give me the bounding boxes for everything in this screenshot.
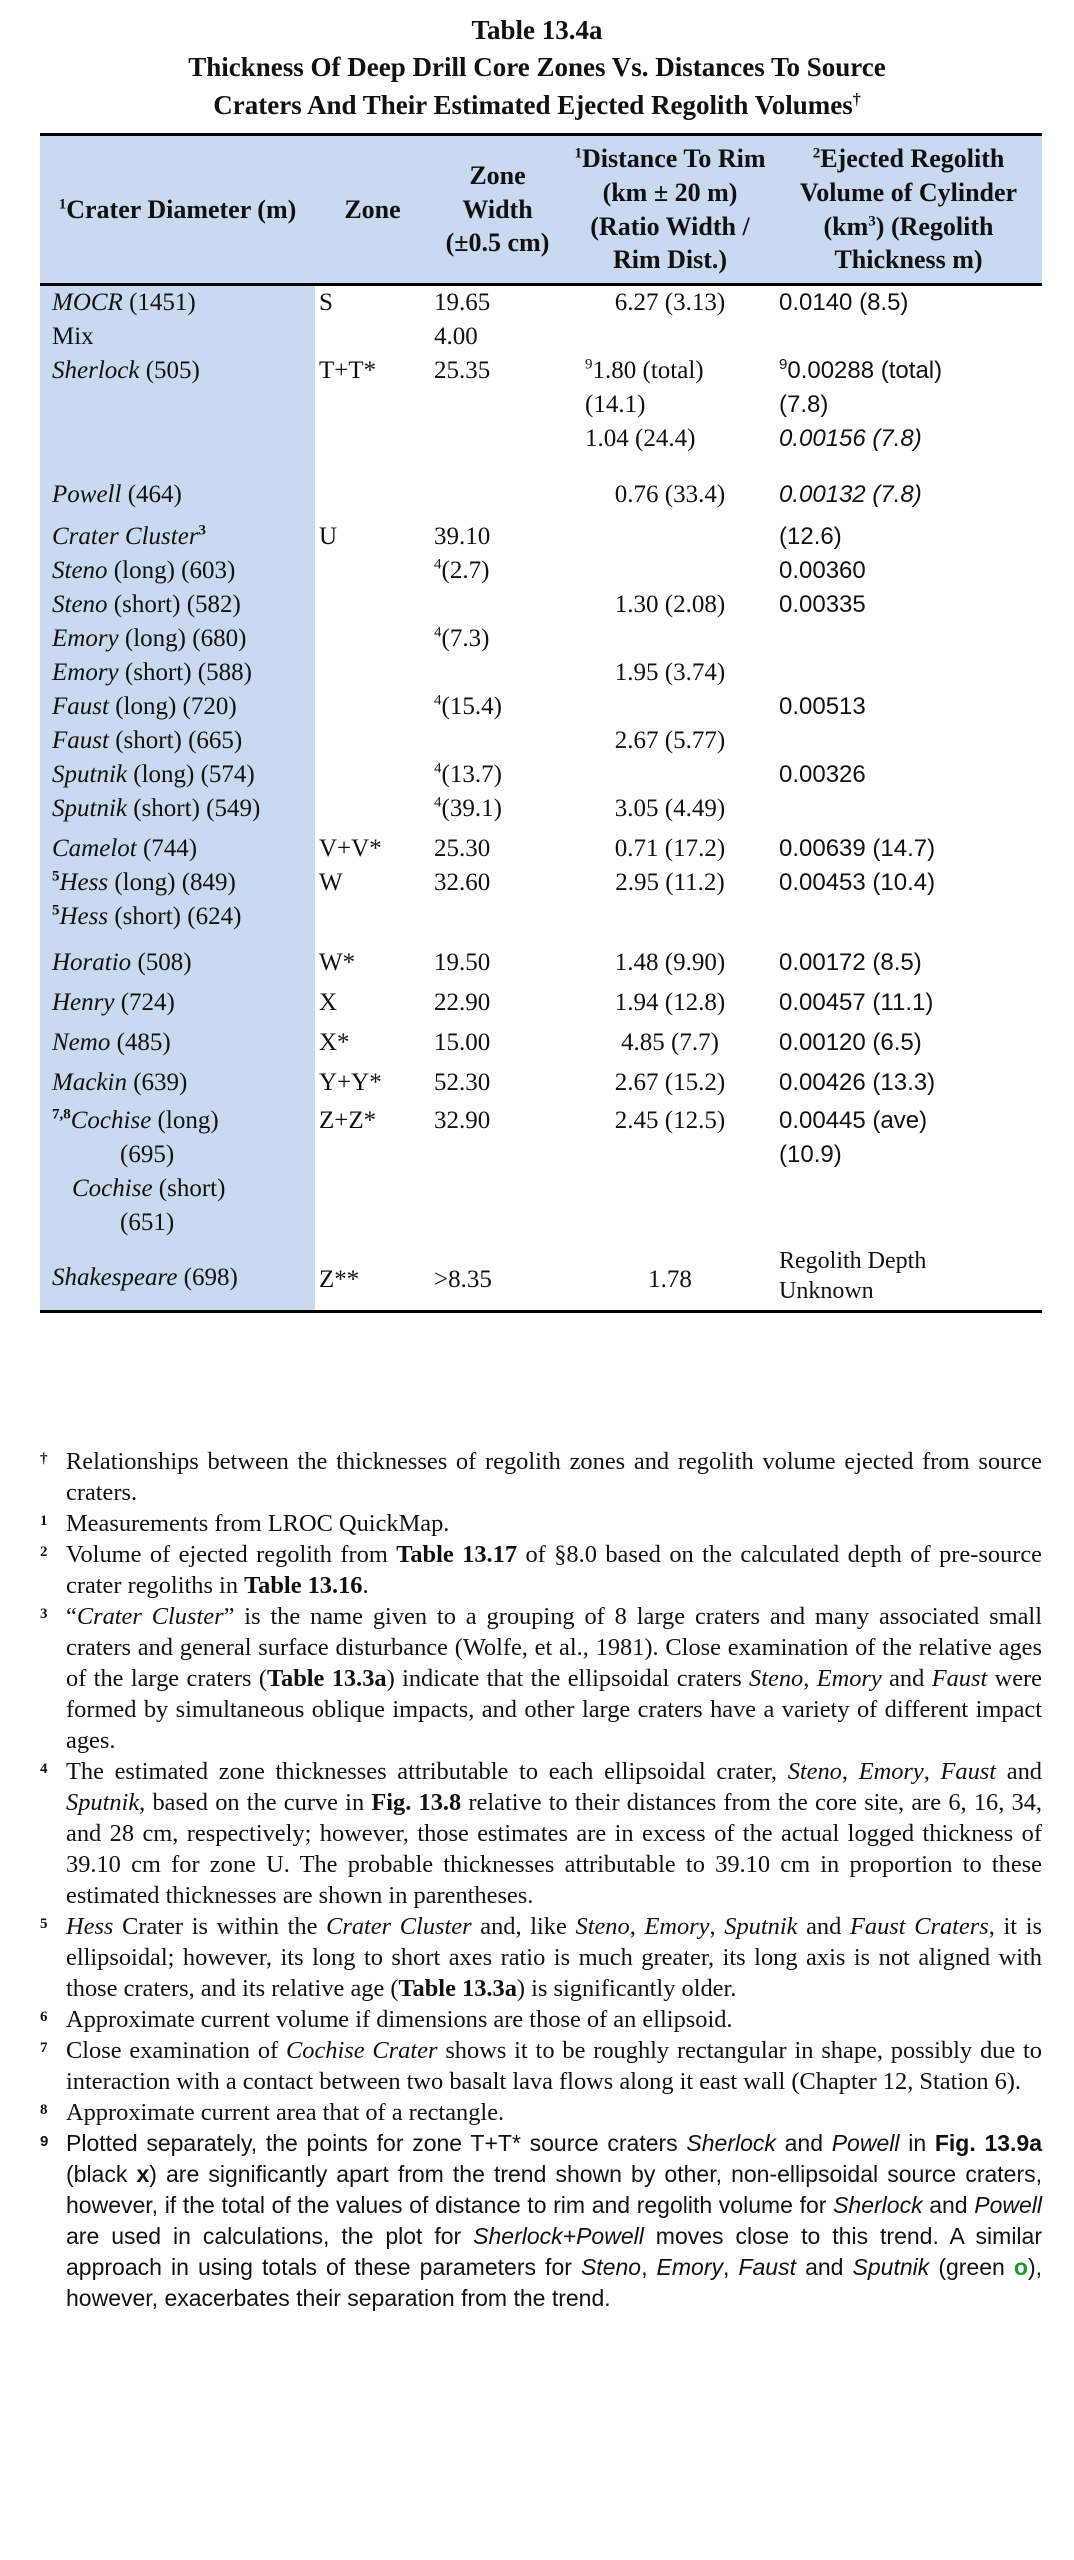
footnote-dagger: † Relationships between the thicknesses of regolith zones and regolith volume ejected from source craters. <box>40 1448 1042 1506</box>
table-row: Powell (464) 0.76 (33.4) 0.00132 (7.8) <box>40 456 1042 512</box>
table-row: Sputnik (short) (549) $^4$(39.1) 3.05 (4.49) <box>40 792 1042 826</box>
header-crater: $^1$Crater Diameter (m) <box>40 135 315 285</box>
table-row: Crater Cluster$^3$ U 39.10 (12.6) <box>40 512 1042 554</box>
table-row: Sherlock (505) T+T* 25.35 $^9$1.80 (total) (14.1) 1.04 (24.4) $^9$0.00288 (total) (7.8) 0.00156 (7.8) <box>40 354 1042 456</box>
header-width: Zone Width (±0.5 cm) <box>430 135 565 285</box>
table-row: Camelot (744) V+V* 25.30 0.71 (17.2) 0.00639 (14.7) <box>40 826 1042 866</box>
footnote-6: 6 Approximate current volume if dimensions are those of an ellipsoid. <box>40 2006 733 2033</box>
table-row: $^{7,8}$Cochise (long) (695) Cochise (short) (651) Z+Z* 32.90 2.45 (12.5) 0.00445 (ave) (10.9) <box>40 1100 1042 1240</box>
footnote-3: 3 “Crater Cluster” is the name given to a grouping of 8 large craters and many associated small craters and general surface disturbance (Wolfe, et al., 1981). Close examination of the relative ages of the large craters (Table 13.3a) indicate that the ellipsoidal craters Steno, Emory and Faust were formed by simultaneous oblique impacts, and other large craters have a variety of different impact ages. <box>40 1603 1042 1754</box>
table-row: Faust (long) (720) $^4$(15.4) 0.00513 <box>40 690 1042 724</box>
table-row: MOCR (1451) S 19.65 6.27 (3.13) 0.0140 (8.5) <box>40 285 1042 321</box>
header-distance: $^1$Distance To Rim (km ± 20 m) (Ratio Width / Rim Dist.) <box>565 135 775 285</box>
footnote-2: 2 Volume of ejected regolith from Table 13.17 of §8.0 based on the calculated depth of pre-source crater regoliths in Table 13.16. <box>40 1541 1042 1599</box>
table-title-line-1: Thickness Of Deep Drill Core Zones Vs. Distances To Source <box>188 52 886 83</box>
footnote-1: 1 Measurements from LROC QuickMap. <box>40 1510 450 1537</box>
footnote-7: 7 Close examination of Cochise Crater shows it to be roughly rectangular in shape, possibly due to interaction with a contact between two basalt lava flows along it east wall (Chapter 12, Station 6). <box>40 2037 1042 2095</box>
data-table <box>40 133 1042 1313</box>
header-volume: $^2$Ejected Regolith Volume of Cylinder $(km^3)$ (Regolith Thickness m) <box>775 135 1042 285</box>
footnotes <box>40 1446 1042 2314</box>
table-row: Horatio (508) W* 19.50 1.48 (9.90) 0.00172 (8.5) <box>40 934 1042 980</box>
table-title-block <box>0 12 1074 124</box>
footnote-8: 8 Approximate current area that of a rectangle. <box>40 2099 505 2126</box>
table-row: $^5$Hess (long) (849) $^5$Hess (short) (624) W 32.60 2.95 (11.2) 0.00453 (10.4) <box>40 866 1042 934</box>
table-row: Steno (short) (582) 1.30 (2.08) 0.00335 <box>40 588 1042 622</box>
table-row: Nemo (485) X* 15.00 4.85 (7.7) 0.00120 (6.5) <box>40 1020 1042 1060</box>
table-row: Emory (long) (680) $^4$(7.3) <box>40 622 1042 656</box>
footnote-4: 4 The estimated zone thicknesses attributable to each ellipsoidal crater, Steno, Emory, Faust and Sputnik, based on the curve in Fig. 13.8 relative to their distances from the core site, are 6, 16, 34, and 28 cm, respectively; however, those estimates are in excess of the actual logged thickness of 39.10 cm for zone U. The probable thicknesses attributable to 39.10 cm in proportion to these estimated thicknesses are shown in parentheses. <box>40 1758 1043 1909</box>
table-header-row <box>40 135 1042 285</box>
footnote-9: 9 Plotted separately, the points for zone T+T* source craters Sherlock and Powell in Fig. 13.9a (black x) are significantly apart from the trend shown by other, non-ellipsoidal source craters, however, if the total of the values of distance to rim and regolith volume for Sherlock and Powell are used in calculations, the plot for Sherlock+Powell moves close to this trend. A similar approach in using totals of these parameters for Steno, Emory, Faust and Sputnik (green o), however, exacerbates their separation from the trend. <box>40 2130 1043 2311</box>
table-row: Mackin (639) Y+Y* 52.30 2.67 (15.2) 0.00426 (13.3) <box>40 1060 1042 1100</box>
table-row: Shakespeare (698) Z** >8.35 1.78 Regolith Depth Unknown <box>40 1240 1042 1312</box>
table-row: Steno (long) (603) $^4$(2.7) 0.00360 <box>40 554 1042 588</box>
table-row: Faust (short) (665) 2.67 (5.77) <box>40 724 1042 758</box>
footnote-5: 5 Hess Crater is within the Crater Cluster and, like Steno, Emory, Sputnik and Faust Craters, it is ellipsoidal; however, its long to short axes ratio is much greater, its long axis is not aligned with those craters, and its relative age (Table 13.3a) is significantly older. <box>40 1913 1042 2002</box>
table-row: Sputnik (long) (574) $^4$(13.7) 0.00326 <box>40 758 1042 792</box>
table-row: Henry (724) X 22.90 1.94 (12.8) 0.00457 (11.1) <box>40 980 1042 1020</box>
table-number: Table 13.4a <box>471 15 603 45</box>
table-title-line-2: Craters And Their Estimated Ejected Regolith Volumes† <box>213 89 861 120</box>
header-zone: Zone <box>315 135 430 285</box>
table-row: Mix 4.00 <box>40 320 1042 354</box>
table-row: Emory (short) (588) 1.95 (3.74) <box>40 656 1042 690</box>
